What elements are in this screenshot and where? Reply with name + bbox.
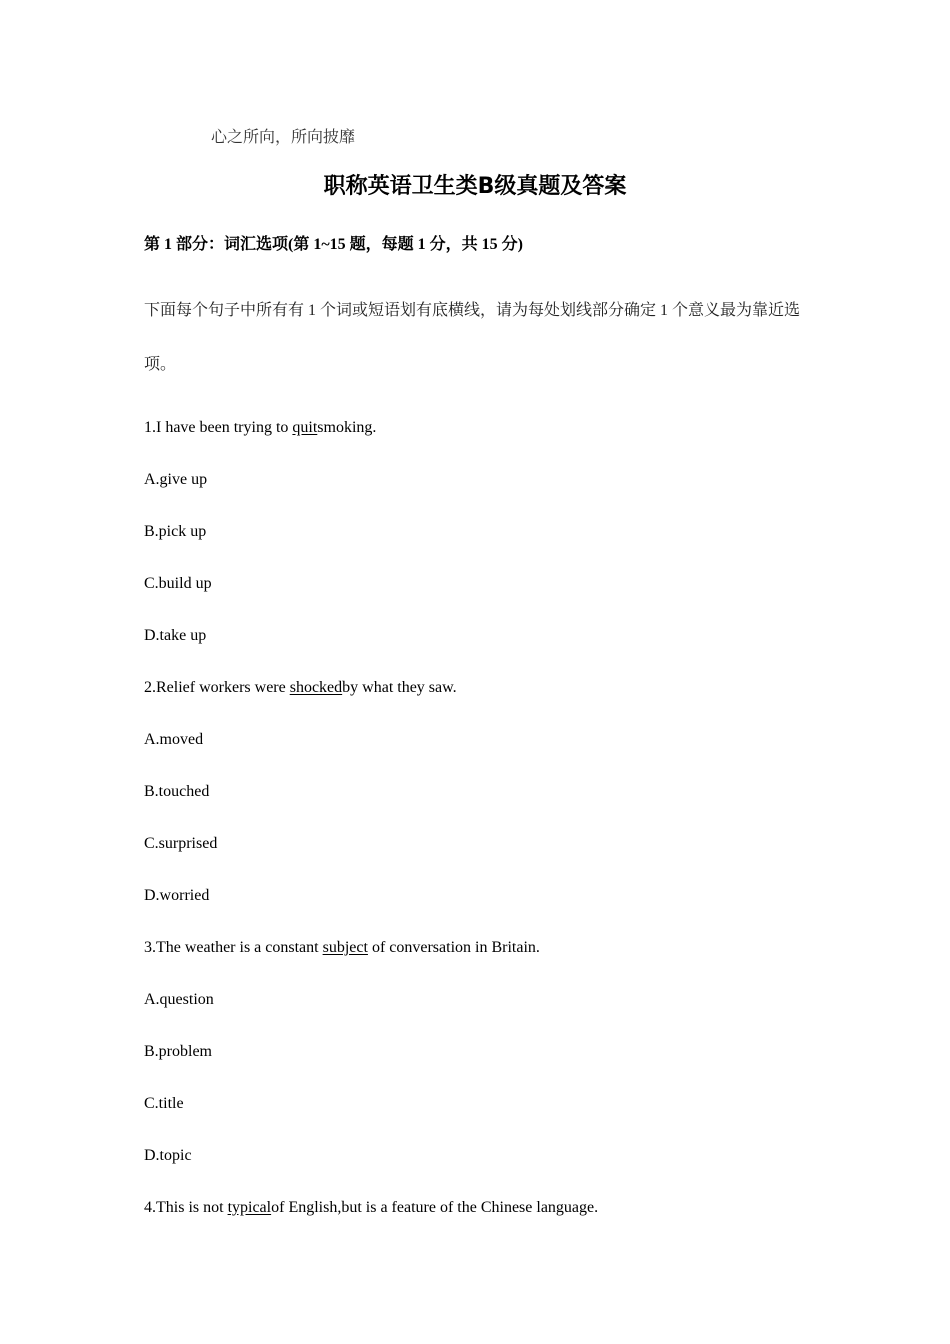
- underlined-word: typical: [227, 1199, 272, 1216]
- question-1: [144, 415, 824, 441]
- option-d: D.worried: [144, 887, 210, 904]
- option-a: A.give up: [144, 471, 208, 488]
- question-2: [144, 675, 824, 701]
- option-a: A.question: [144, 991, 214, 1008]
- question-text-after: of conversation in Britain.: [367, 939, 540, 956]
- option-d: D.take up: [144, 627, 207, 644]
- option-c: C.surprised: [144, 835, 218, 852]
- question-text-before: Relief workers were: [156, 679, 290, 696]
- question-text-before: This is not: [156, 1199, 228, 1216]
- header-motto: 心之所向，所向披靡: [211, 127, 356, 146]
- page-title: 职称英语卫生类B级真题及答案: [323, 174, 627, 199]
- underlined-word: quit: [292, 419, 318, 436]
- question-4: [144, 1195, 824, 1221]
- question-text-before: I have been trying to: [156, 419, 293, 436]
- section-instructions: 下面每个句子中所有有 1 个词或短语划有底横线，请为每处划线部分确定 1 个意义最为靠近选项。: [144, 302, 801, 373]
- question-text-after: by what they saw.: [342, 679, 457, 696]
- question-number: 3.: [144, 939, 156, 956]
- document-body: [144, 232, 824, 1221]
- option-c: C.title: [144, 1095, 184, 1112]
- question-number: 1.: [144, 419, 156, 436]
- option-b: B.problem: [144, 1043, 212, 1060]
- question-3: [144, 935, 824, 961]
- question-text-after: of English,but is a feature of the Chinese language.: [271, 1199, 599, 1216]
- underlined-word: subject: [322, 939, 368, 956]
- section-heading: 第 1 部分：词汇选项(第 1~15 题，每题 1 分，共 15 分): [144, 236, 523, 253]
- option-c: C.build up: [144, 575, 212, 592]
- question-text-before: The weather is a constant: [156, 939, 323, 956]
- option-b: B.touched: [144, 783, 210, 800]
- option-b: B.pick up: [144, 523, 207, 540]
- question-number: 2.: [144, 679, 156, 696]
- option-d: D.topic: [144, 1147, 192, 1164]
- question-text-after: smoking.: [317, 419, 377, 436]
- underlined-word: shocked: [289, 679, 343, 696]
- question-number: 4.: [144, 1199, 156, 1216]
- option-a: A.moved: [144, 731, 204, 748]
